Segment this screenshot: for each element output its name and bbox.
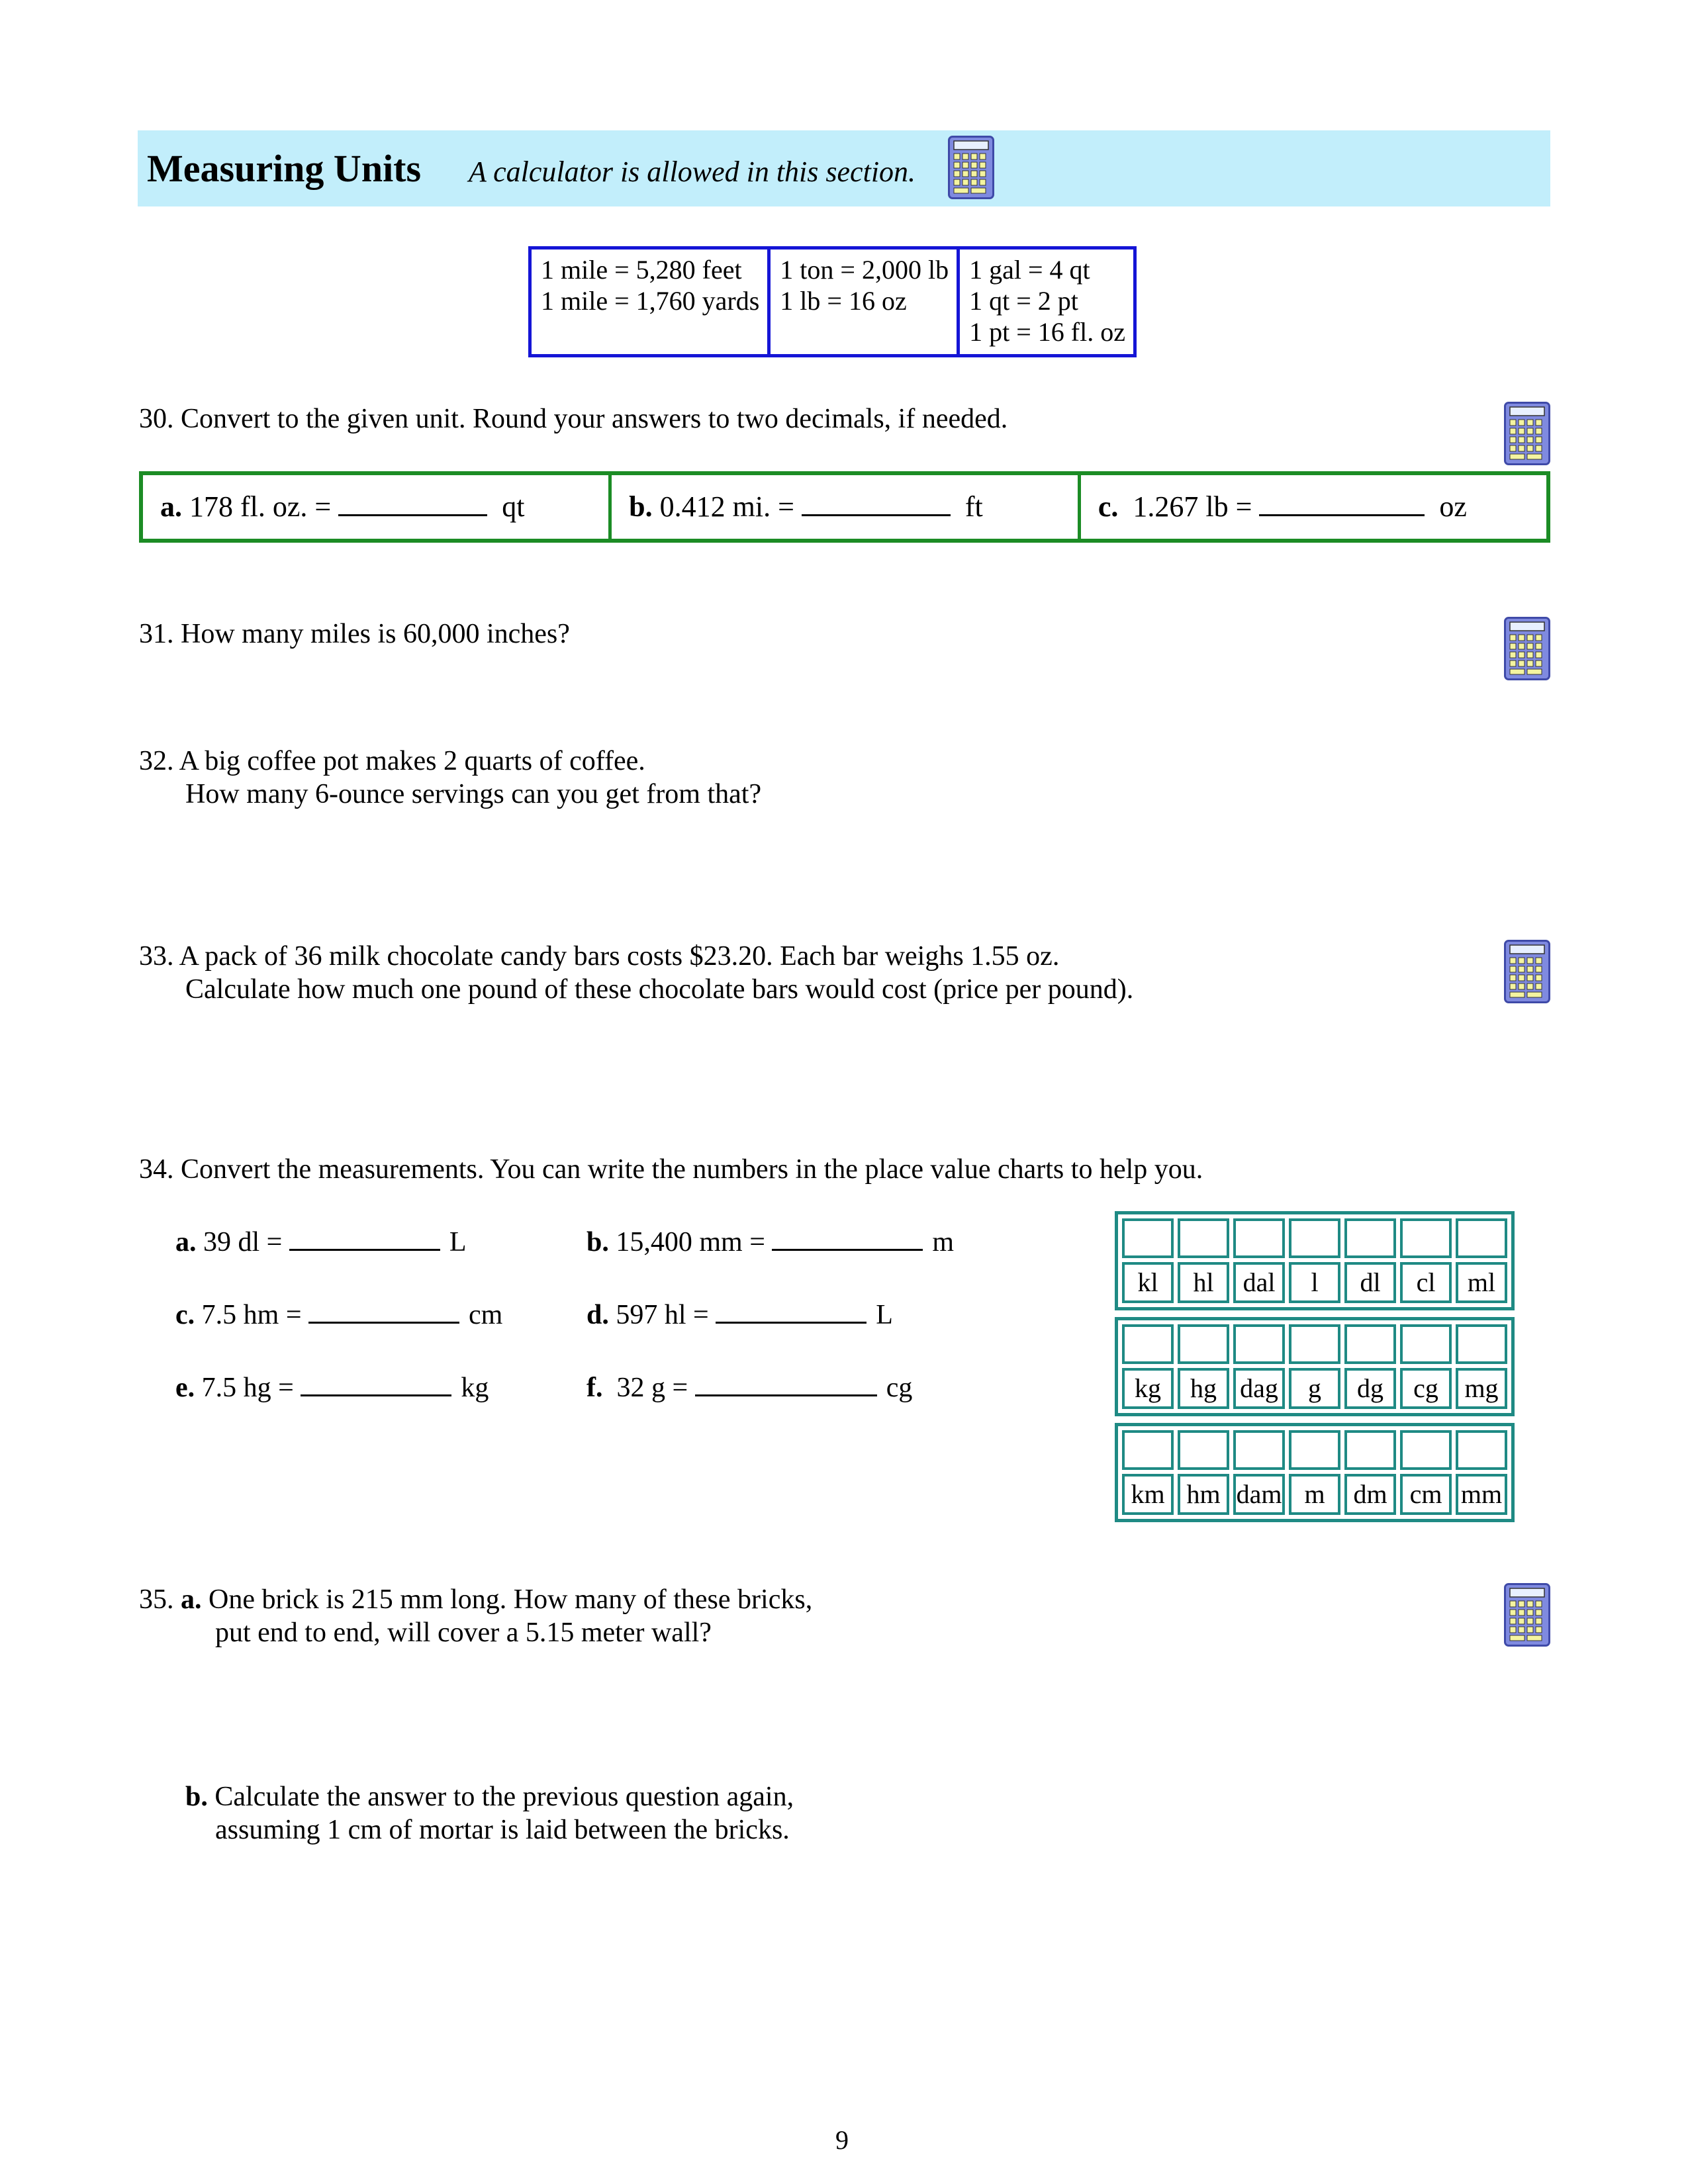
answer-blank[interactable] <box>301 1373 451 1396</box>
unit-header: dm <box>1344 1474 1396 1515</box>
place-value-cell[interactable] <box>1456 1324 1507 1364</box>
unit-header: mm <box>1456 1474 1507 1515</box>
item-34e <box>175 1371 489 1404</box>
place-value-cell[interactable] <box>1122 1218 1174 1258</box>
calculator-icon <box>1504 617 1550 680</box>
place-value-cell[interactable] <box>1178 1324 1229 1364</box>
place-value-cell[interactable] <box>1456 1218 1507 1258</box>
conversion-a <box>141 473 610 541</box>
place-value-cell[interactable] <box>1456 1430 1507 1470</box>
item-label: c. <box>175 1300 195 1330</box>
place-value-chart-volume <box>1115 1211 1515 1310</box>
unit-header: cm <box>1400 1474 1452 1515</box>
unit-fact: 1 pt = 16 fl. oz <box>969 316 1125 347</box>
item-34a <box>175 1226 467 1259</box>
place-value-cell[interactable] <box>1178 1430 1229 1470</box>
unit-header: hl <box>1178 1262 1229 1303</box>
place-value-cell[interactable] <box>1289 1430 1340 1470</box>
item-34d <box>586 1298 893 1332</box>
item-expression: 32 g = <box>602 1373 695 1403</box>
item-expression: 0.412 mi. = <box>652 490 802 523</box>
conversion-c <box>1079 473 1548 541</box>
answer-blank[interactable] <box>289 1228 440 1251</box>
answer-blank[interactable] <box>802 493 951 516</box>
question-33-line1: 33. A pack of 36 milk chocolate candy bars costs $23.20. Each bar weighs 1.55 oz. <box>139 941 1060 972</box>
unit-fact: 1 lb = 16 oz <box>780 285 907 316</box>
item-unit: oz <box>1439 490 1467 523</box>
answer-blank[interactable] <box>338 493 487 516</box>
unit-header: cl <box>1400 1262 1452 1303</box>
place-value-cell[interactable] <box>1344 1218 1396 1258</box>
item-34b <box>586 1226 954 1259</box>
question-text: Calculate the answer to the previous question again, <box>207 1782 794 1812</box>
item-label: a. <box>175 1227 197 1257</box>
unit-fact: 1 qt = 2 pt <box>969 285 1078 316</box>
question-number: 35. <box>139 1584 181 1615</box>
question-31-prompt: 31. How many miles is 60,000 inches? <box>139 619 570 649</box>
place-value-cell[interactable] <box>1122 1324 1174 1364</box>
calculator-icon <box>1504 1583 1550 1647</box>
item-expression: 7.5 hg = <box>195 1373 301 1403</box>
unit-fact: 1 ton = 2,000 lb <box>780 255 949 285</box>
question-30-prompt: 30. Convert to the given unit. Round your answers to two decimals, if needed. <box>139 404 1008 434</box>
answer-blank[interactable] <box>1259 493 1425 516</box>
unit-header: ml <box>1456 1262 1507 1303</box>
conversion-table <box>139 471 1550 543</box>
item-expression: 178 fl. oz. = <box>182 490 339 523</box>
place-value-chart-mass <box>1115 1317 1515 1416</box>
place-value-cell[interactable] <box>1289 1324 1340 1364</box>
unit-header: dal <box>1233 1262 1285 1303</box>
answer-blank[interactable] <box>716 1300 867 1324</box>
volume-facts <box>959 248 1135 356</box>
unit-header: m <box>1289 1474 1340 1515</box>
place-value-cell[interactable] <box>1400 1218 1452 1258</box>
calculator-note: A calculator is allowed in this section. <box>469 156 916 188</box>
unit-header: kl <box>1122 1262 1174 1303</box>
question-32-line2: How many 6-ounce servings can you get from that? <box>185 779 762 809</box>
item-unit: cg <box>886 1373 913 1403</box>
item-expression: 39 dl = <box>196 1227 289 1257</box>
unit-fact: 1 gal = 4 qt <box>969 255 1090 285</box>
item-label: c. <box>1098 490 1119 523</box>
item-label: b. <box>629 490 653 523</box>
unit-fact: 1 mile = 5,280 feet <box>541 255 742 285</box>
unit-header: g <box>1289 1368 1340 1409</box>
answer-blank[interactable] <box>695 1373 877 1396</box>
calculator-icon <box>1504 940 1550 1003</box>
item-label: e. <box>175 1373 195 1403</box>
item-label: b. <box>586 1227 609 1257</box>
item-unit: L <box>876 1300 893 1330</box>
question-35a-line2: put end to end, will cover a 5.15 meter wall? <box>215 1617 712 1648</box>
weight-facts <box>769 248 959 356</box>
place-value-cell[interactable] <box>1122 1430 1174 1470</box>
place-value-cell[interactable] <box>1178 1218 1229 1258</box>
unit-header: km <box>1122 1474 1174 1515</box>
unit-header: dl <box>1344 1262 1396 1303</box>
item-expression: 597 hl = <box>608 1300 716 1330</box>
place-value-cell[interactable] <box>1344 1324 1396 1364</box>
conversion-b <box>610 473 1080 541</box>
item-expression: 15,400 mm = <box>608 1227 773 1257</box>
item-unit: ft <box>964 490 983 523</box>
question-32-line1: 32. A big coffee pot makes 2 quarts of coffee. <box>139 746 645 776</box>
item-label: f. <box>586 1373 603 1403</box>
unit-header: dag <box>1233 1368 1285 1409</box>
item-label: d. <box>586 1300 609 1330</box>
unit-fact: 1 mile = 1,760 yards <box>541 285 760 316</box>
unit-header: mg <box>1456 1368 1507 1409</box>
unit-header: dam <box>1233 1474 1285 1515</box>
question-34-prompt: 34. Convert the measurements. You can write the numbers in the place value charts to help you. <box>139 1154 1203 1185</box>
item-34c <box>175 1298 502 1332</box>
question-35a-line1 <box>139 1583 812 1616</box>
item-expression: 7.5 hm = <box>195 1300 309 1330</box>
unit-header: hm <box>1178 1474 1229 1515</box>
calculator-icon <box>948 136 994 199</box>
question-35b-line1 <box>185 1780 794 1813</box>
unit-header: l <box>1289 1262 1340 1303</box>
item-label: a. <box>181 1584 202 1615</box>
answer-blank[interactable] <box>772 1228 923 1251</box>
question-33-line2: Calculate how much one pound of these chocolate bars would cost (price per pound). <box>185 974 1134 1005</box>
place-value-cell[interactable] <box>1400 1324 1452 1364</box>
answer-blank[interactable] <box>308 1300 459 1324</box>
question-text: One brick is 215 mm long. How many of these bricks, <box>201 1584 813 1615</box>
item-expression: 1.267 lb = <box>1118 490 1260 523</box>
unit-header: dg <box>1344 1368 1396 1409</box>
unit-facts-table <box>528 246 1137 357</box>
item-34f <box>586 1371 912 1404</box>
place-value-cell[interactable] <box>1289 1218 1340 1258</box>
item-unit: cm <box>469 1300 503 1330</box>
place-value-cell[interactable] <box>1233 1324 1285 1364</box>
item-unit: m <box>932 1227 955 1257</box>
item-unit: L <box>449 1227 467 1257</box>
place-value-cell[interactable] <box>1344 1430 1396 1470</box>
unit-header: kg <box>1122 1368 1174 1409</box>
place-value-cell[interactable] <box>1233 1430 1285 1470</box>
page-number: 9 <box>835 2125 849 2155</box>
unit-header: cg <box>1400 1368 1452 1409</box>
item-unit: qt <box>502 490 525 523</box>
section-title: Measuring Units <box>147 147 422 190</box>
unit-header: hg <box>1178 1368 1229 1409</box>
item-label: b. <box>185 1782 208 1812</box>
place-value-cell[interactable] <box>1233 1218 1285 1258</box>
item-unit: kg <box>461 1373 489 1403</box>
place-value-cell[interactable] <box>1400 1430 1452 1470</box>
place-value-chart-length <box>1115 1423 1515 1522</box>
calculator-icon <box>1504 402 1550 465</box>
distance-facts <box>530 248 769 356</box>
question-35b-line2: assuming 1 cm of mortar is laid between the bricks. <box>215 1815 790 1845</box>
item-label: a. <box>160 490 182 523</box>
